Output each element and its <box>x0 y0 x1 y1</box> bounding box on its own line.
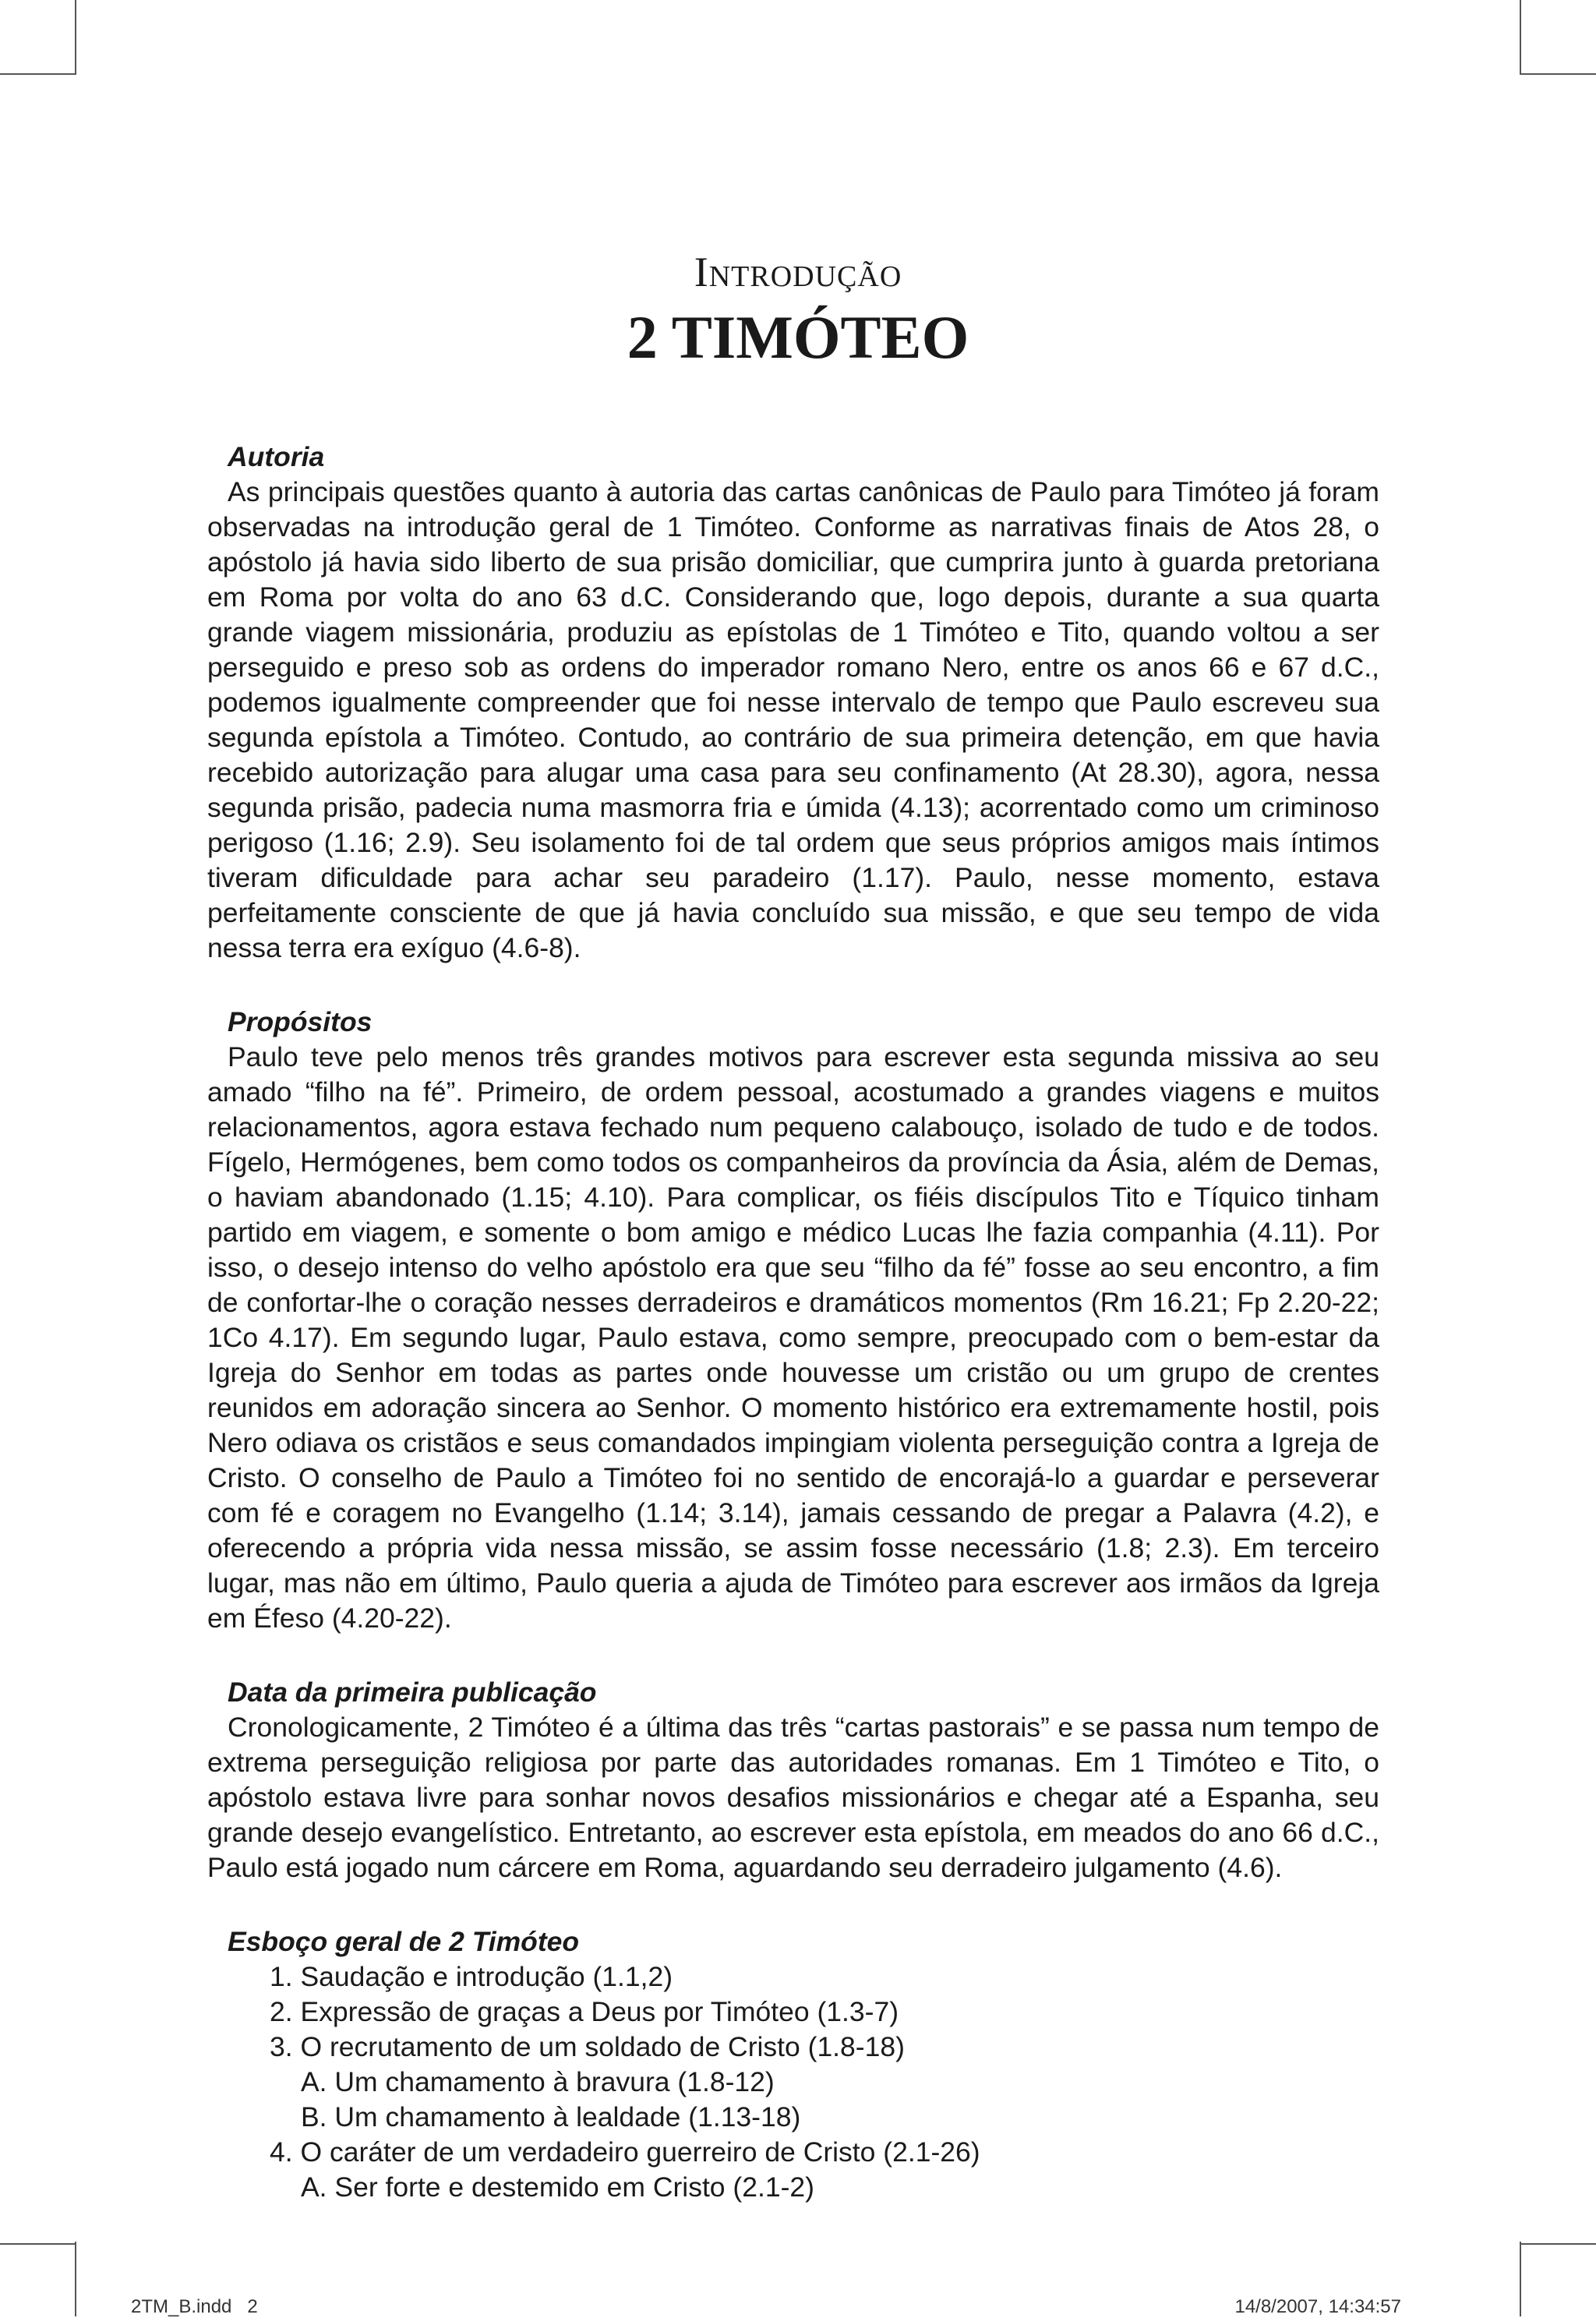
outline-list <box>207 1959 1379 2205</box>
outline-item: 3. O recrutamento de um soldado de Cristo (1.8-18) <box>270 2031 905 2062</box>
outline-item: 2. Expressão de graças a Deus por Timóteo (1.3-7) <box>270 1996 899 2027</box>
outline-subitem: B. Um chamamento à lealdade (1.13-18) <box>301 2101 801 2132</box>
section-text-propositos: Paulo teve pelo menos três grandes motivos para escrever esta segunda missiva ao seu amado “filho na fé”. Primeiro, de ordem pessoal, acostumado a grandes viagens e muitos relacionamentos, agora estava fechado num pequeno calabouço, isolado de tudo e de todos. Fígelo, Hermógenes, bem como todos os companheiros da província da Ásia, além de Demas, o haviam abandonado (1.15; 4.10). Para complicar, os fiéis discípulos Tito e Tíquico tinham partido em viagem, e somente o bom amigo e médico Lucas lhe fazia companhia (4.11). Por isso, o desejo intenso do velho apóstolo era que seu “filho da fé” fosse ao seu encontro, a fim de confortar-lhe o coração nesses derradeiros e dramáticos momentos (Rm 16.21; Fp 2.20-22; 1Co 4.17). Em segundo lugar, Paulo estava, como sempre, preocupado com o bem-estar da Igreja do Senhor em todas as partes onde houvesse um cristão ou um grupo de crentes reunidos em adoração sincera ao Senhor. O momento histórico era extremamente hostil, pois Nero odiava os cristãos e seus comandados impingiam violenta perseguição contra a Igreja de Cristo. O conselho de Paulo a Timóteo foi no sentido de encorajá-lo a guardar e perseverar com fé e coragem no Evangelho (1.14; 3.14), jamais cessando de pregar a Palavra (4.2), e oferecendo a própria vida nessa missão, se assim fosse necessário (1.8; 2.3). Em terceiro lugar, mas não em último, Paulo queria a ajuda de Timóteo para escrever aos irmãos da Igreja em Éfeso (4.20-22). <box>207 1041 1379 1634</box>
crop-mark <box>1520 2242 1521 2316</box>
document-body <box>207 440 1379 2205</box>
outline-item: 4. O caráter de um verdadeiro guerreiro de Cristo (2.1-26) <box>270 2136 980 2168</box>
slug-timestamp: 14/8/2007, 14:34:57 <box>1234 2296 1401 2317</box>
crop-mark <box>0 2243 75 2245</box>
section-heading-data: Data da primeira publicação <box>228 1677 597 1708</box>
section-heading-esboco: Esboço geral de 2 Timóteo <box>228 1926 580 1957</box>
crop-mark <box>1520 0 1521 75</box>
section-text-autoria: As principais questões quanto à autoria das cartas canônicas de Paulo para Timóteo já foram observadas na introdução geral de 1 Timóteo. Conforme as narrativas finais de Atos 28, o apóstolo já havia sido liberto de sua prisão domiciliar, que cumprira junto à guarda pretoriana em Roma por volta do ano 63 d.C. Considerando que, logo depois, durante a sua quarta grande viagem missionária, produziu as epístolas de 1 Timóteo e Tito, quando voltou a ser perseguido e preso sob as ordens do imperador romano Nero, entre os anos 66 e 67 d.C., podemos igualmente compreender que foi nesse intervalo de tempo que Paulo escreveu sua segunda epístola a Timóteo. Contudo, ao contrário de sua primeira detenção, em que havia recebido autorização para alugar uma casa para seu confinamento (At 28.30), agora, nessa segunda prisão, padecia numa masmorra fria e úmida (4.13); acorrentado como um criminoso perigoso (1.16; 2.9). Seu isolamento foi de tal ordem que seus próprios amigos mais íntimos tiveram dificuldade para achar seu paradeiro (1.17). Paulo, nesse momento, estava perfeitamente consciente de que já havia concluído sua missão, e que seu tempo de vida nessa terra era exíguo (4.6-8). <box>207 476 1379 963</box>
outline-subitem: A. Ser forte e destemido em Cristo (2.1-2) <box>301 2171 814 2203</box>
crop-mark <box>1521 2243 1596 2245</box>
slug-filename: 2TM_B.indd 2 <box>131 2296 258 2317</box>
section-text-data: Cronologicamente, 2 Timóteo é a última das três “cartas pastorais” e se passa num tempo de extrema perseguição religiosa por parte das autoridades romanas. Em 1 Timóteo e Tito, o apóstolo estava livre para sonhar novos desafios missionários e chegar até a Espanha, seu grande desejo evangelístico. Entretanto, ao escrever esta epístola, em meados do ano 66 d.C., Paulo está jogado num cárcere em Roma, aguardando seu derradeiro julgamento (4.6). <box>207 1712 1379 1883</box>
section-heading-autoria: Autoria <box>228 441 325 472</box>
crop-mark <box>0 73 75 75</box>
crop-mark <box>75 0 76 75</box>
intro-heading: Introdução <box>694 249 902 295</box>
outline-item: 1. Saudação e introdução (1.1,2) <box>270 1961 673 1992</box>
crop-mark <box>1521 73 1596 75</box>
crop-mark <box>75 2242 76 2316</box>
book-title: 2 TIMÓTEO <box>627 303 969 371</box>
section-heading-propositos: Propósitos <box>228 1006 373 1037</box>
outline-subitem: A. Um chamamento à bravura (1.8-12) <box>301 2066 775 2097</box>
